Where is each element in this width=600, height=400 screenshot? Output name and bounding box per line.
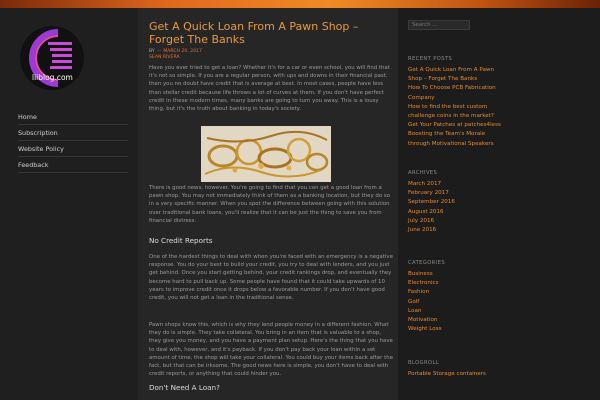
category-link[interactable]: Motivation: [408, 317, 438, 324]
main-nav: [18, 110, 128, 174]
post-paragraph-good-news: There is good news, however. You're going to find that you can get a good loan from a pawn shop. You may not immediately think of them as a banking location, but they do so in a very specific manner. When you spot the difference between going with this solution over traditional bank loans, you'll realize that it can be just the thing to save you from financial distress.: [149, 185, 390, 224]
recent-posts-list: [408, 66, 508, 149]
blogroll-title: BLOGROLL: [408, 360, 440, 366]
top-gradient-bar: [0, 0, 600, 8]
archive-link[interactable]: February 2017: [408, 190, 449, 197]
post-image-gold-jewelry: [201, 126, 331, 182]
nav-item-home[interactable]: Home: [18, 110, 128, 125]
post-paragraph-intro: Have you ever tried to get a loan? Whether it's for a car or even school, you will find that it's not so simple. If you are a regular person, with ups and downs in their financial past, then you no doubt have credit that is average at best. In most cases, people have less than stellar credit because life throws a lot of curves at them. If you don't have perfect credit in these modern times, many banks are going to turn you away. This is a lousy thing, but it's the truth about banking in today's society.: [149, 65, 390, 113]
nav-item-feedback[interactable]: Feedback: [18, 158, 128, 173]
recent-post-link[interactable]: Get Your Patches at patches4less: [408, 122, 501, 129]
archive-link[interactable]: March 2017: [408, 181, 442, 187]
archives-title: ARCHIVES: [408, 170, 438, 176]
recent-post-link[interactable]: How To Choose PCB Fabrication Company: [408, 85, 496, 101]
archive-link[interactable]: August 2016: [408, 208, 444, 215]
post-title[interactable]: Get A Quick Loan From A Pawn Shop – Forget The Banks: [149, 20, 359, 46]
left-sidebar: [0, 8, 138, 400]
recent-post-link[interactable]: Boosting the Team's Morale through Motivational Speakers: [408, 131, 494, 147]
blogroll-link[interactable]: Portable Storage containers: [408, 371, 486, 377]
nav-item-subscription[interactable]: Subscription: [18, 126, 128, 141]
recent-posts-title: RECENT POSTS: [408, 56, 453, 62]
archive-link[interactable]: September 2016: [408, 199, 455, 206]
right-sidebar: [398, 8, 600, 400]
search-input[interactable]: [408, 20, 470, 30]
post-date[interactable]: MARCH 20, 2017: [163, 49, 202, 54]
post-byline: [149, 49, 202, 61]
logo-text: liiblog.com: [32, 73, 73, 82]
categories-list: [408, 270, 508, 334]
blogroll-list: [408, 370, 508, 379]
category-link[interactable]: Business: [408, 271, 433, 277]
post-paragraph-no-credit: One of the hardest things to deal with when you're faced with an emergency is a negative response. You do your best to build your credit, you try to deal with lenders, and you just get behind. Once you start getting behind, your credit rankings drop, and eventually they become hard to pull back up. Some people have found that it could take upwards of 10 years to improve credit once it drops below a favorable number. If you don't have good credit, you will not get a loan in the traditional sense.: [149, 254, 393, 302]
heading-no-credit-reports: No Credit Reports: [149, 236, 213, 245]
recent-post-link[interactable]: Get A Quick Loan From A Pawn Shop – Forget The Banks: [408, 67, 495, 83]
main-content: [138, 8, 398, 400]
archive-link[interactable]: July 2016: [408, 217, 435, 224]
post-author[interactable]: SEAN RIVERA: [149, 55, 180, 60]
categories-title: CATEGORIES: [408, 260, 446, 266]
post-paragraph-pawn-shops: Pawn shops know this, which is why they lend people money in a different fashion. What they do is simple. They take collateral. You bring in an item that is valuable to a shop, they give you money, and you have a payment plan setup. Here's the thing that you have to deal with, however, and it's payback. If you don't pay back your loan within a set amount of time, the shop will take your collateral. You could buy your items back after the fact, but that can be irksome. The good news here is simple, you don't have to deal with credit reports, or anything that could hinder you.: [149, 322, 393, 378]
category-link[interactable]: Electronics: [408, 280, 439, 287]
recent-post-link[interactable]: How to find the best custom challenge coins in the market?: [408, 103, 494, 120]
site-logo[interactable]: [18, 24, 86, 92]
category-link[interactable]: Golf: [408, 298, 420, 305]
heading-dont-need-loan: Don't Need A Loan?: [149, 383, 220, 392]
category-link[interactable]: Loan: [408, 307, 422, 314]
nav-item-website-policy[interactable]: Website Policy: [18, 142, 128, 157]
byline-separator: —: [156, 49, 162, 54]
category-link[interactable]: Weight Loss: [408, 326, 442, 333]
archives-list: [408, 180, 508, 235]
archive-link[interactable]: June 2016: [408, 227, 437, 234]
category-link[interactable]: Fashion: [408, 289, 430, 296]
byline-by: BY: [149, 49, 155, 54]
